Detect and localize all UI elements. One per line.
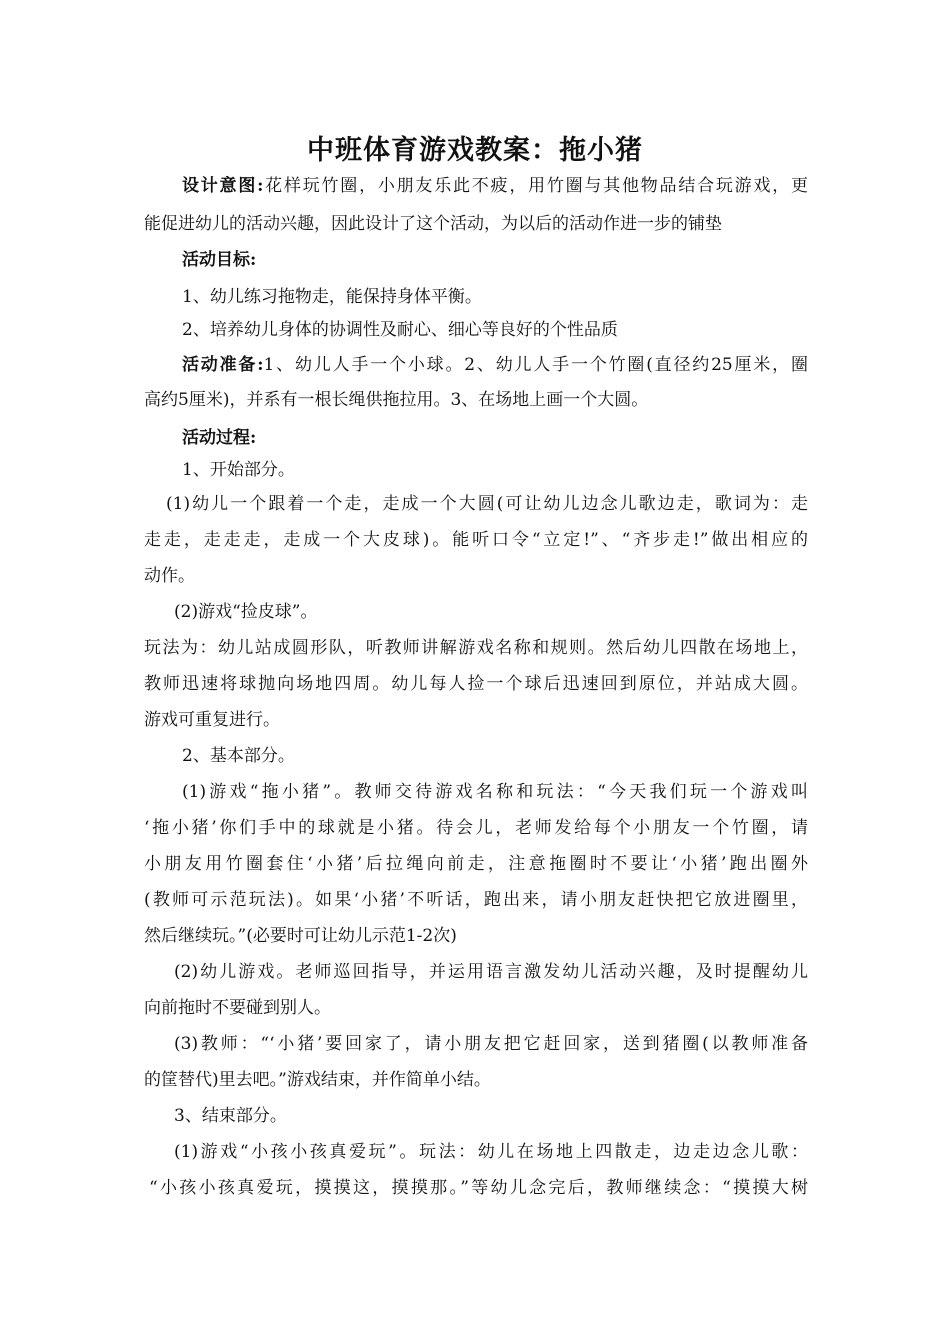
- part1-p1-line-3: 动作。: [144, 566, 195, 586]
- goal-2: 2、培养幼儿身体的协调性及耐心、细心等良好的个性品质: [182, 320, 618, 340]
- part1-p2: (2)游戏“捡皮球”。: [174, 602, 318, 622]
- part2-p1-line-5: 然后继续玩。”(必要时可让幼儿示范1-2次): [144, 926, 457, 946]
- part2-p1-line-4: (教师可示范玩法)。如果‘小猪’不听话，跑出来，请小朋友赶快把它放进圈里，: [144, 890, 808, 910]
- prep-line-2: 高约5厘米)，并系有一根长绳供拖拉用。3、在场地上画一个大圆。: [144, 390, 649, 410]
- part2-p2-line-2: 向前拖时不要碰到别人。: [144, 998, 331, 1018]
- design-text-1: 花样玩竹圈，小朋友乐此不疲，用竹圈与其他物品结合玩游戏，更: [263, 176, 809, 196]
- page-title: 中班体育游戏教案：拖小猪: [307, 135, 643, 166]
- part2-p1-line-2: ‘拖小猪’你们手中的球就是小猪。待会儿，老师发给每个小朋友一个竹圈，请: [144, 818, 808, 838]
- part1-rule-line-1: 玩法为：幼儿站成圆形队，听教师讲解游戏名称和规则。然后幼儿四散在场地上，: [144, 638, 808, 658]
- part2-p3-line-2: 的筐替代)里去吧。”游戏结束，并作简单小结。: [144, 1070, 491, 1090]
- goal-label: 活动目标:: [182, 250, 257, 270]
- prep-line-1: [144, 347, 808, 383]
- design-line-2: 能促进幼儿的活动兴趣，因此设计了这个活动，为以后的活动作进一步的铺垫: [144, 214, 722, 234]
- part3-title: 3、结束部分。: [174, 1106, 287, 1126]
- part2-p1-line-1: (1)游戏“拖小猪”。教师交待游戏名称和玩法：“今天我们玩一个游戏叫: [182, 782, 808, 802]
- part2-p2-line-1: (2)幼儿游戏。老师巡回指导，并运用语言激发幼儿活动兴趣，及时提醒幼儿: [174, 962, 808, 982]
- part3-p1-line-1: (1)游戏“小孩小孩真爱玩”。玩法：幼儿在场地上四散走，边走边念儿歌：: [174, 1142, 808, 1162]
- process-label: 活动过程:: [182, 428, 257, 448]
- prep-text-1: 1、幼儿人手一个小球。2、幼儿人手一个竹圈(直径约25厘米，圈: [263, 355, 808, 375]
- goal-1: 1、幼儿练习拖物走，能保持身体平衡。: [182, 287, 482, 307]
- part2-p1-line-3: 小朋友用竹圈套住‘小猪’后拉绳向前走，注意拖圈时不要让‘小猪’跑出圈外: [144, 854, 808, 874]
- design-label: 设计意图:: [182, 176, 264, 196]
- part1-title: 1、开始部分。: [182, 460, 295, 480]
- part1-p1-line-2: 走走，走走走，走成一个大皮球)。能听口令“立定!”、“齐步走!”做出相应的: [144, 530, 808, 550]
- part2-p3-line-1: (3)教师：“‘小猪’要回家了，请小朋友把它赶回家，送到猪圈(以教师准备: [174, 1034, 808, 1054]
- part2-title: 2、基本部分。: [182, 746, 295, 766]
- part3-p1-line-2: “小孩小孩真爱玩，摸摸这，摸摸那。”等幼儿念完后，教师继续念：“摸摸大树: [149, 1178, 808, 1198]
- part1-p1-line-1: (1)幼儿一个跟着一个走，走成一个大圆(可让幼儿边念儿歌边走，歌词为：走: [166, 494, 808, 514]
- prep-label: 活动准备:: [182, 355, 264, 375]
- part1-rule-line-3: 游戏可重复进行。: [144, 710, 280, 730]
- part1-rule-line-2: 教师迅速将球抛向场地四周。幼儿每人捡一个球后迅速回到原位，并站成大圆。: [144, 674, 808, 694]
- design-line-1: [144, 168, 808, 204]
